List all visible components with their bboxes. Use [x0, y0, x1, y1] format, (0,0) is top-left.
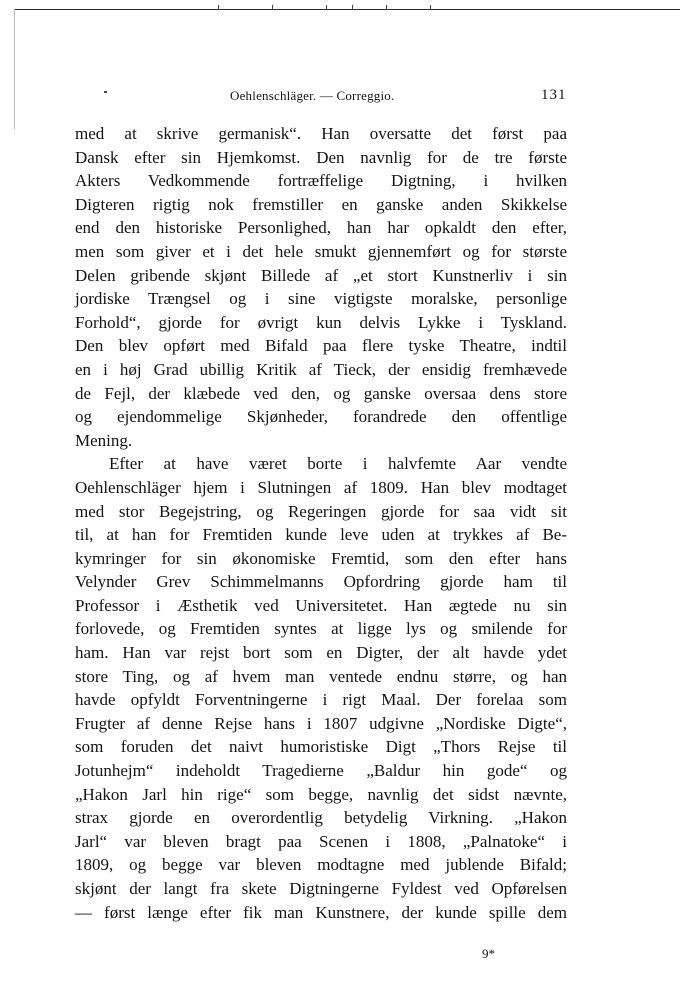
top-border-rule — [14, 9, 680, 10]
text-line: en i høj Grad ubillig Kritik af Tieck, der ensidig fremhævede — [75, 359, 567, 379]
text-line: havde opfyldt Forventningerne i rigt Maal. Der forelaa som — [75, 690, 567, 710]
text-line: strax gjorde en overordentlig betydelig Virkning. „Hakon — [75, 808, 567, 828]
text-line: Jarl“ var bleven bragt paa Scenen i 1808, „Palnatoke“ i — [75, 831, 567, 851]
top-rule-tick — [386, 5, 387, 10]
text-line: „Hakon Jarl hin rige“ som begge, navnlig det sidst nævnte, — [75, 784, 567, 804]
text-line: Forhold“, gjorde for øvrigt kun delvis Lykke i Tyskland. — [75, 312, 567, 332]
top-rule-tick — [326, 5, 327, 10]
text-line: Professor i Æsthetik ved Universitetet. Han ægtede nu sin — [75, 595, 567, 615]
top-rule-tick — [218, 5, 219, 10]
text-line: men som giver et i det hele smukt gjennemført og for største — [75, 241, 567, 261]
top-rule-tick — [430, 5, 431, 10]
top-rule-tick — [272, 5, 273, 10]
text-line: Delen gribende skjønt Billede af „et stort Kunstnerliv i sin — [75, 265, 567, 285]
running-title: Oehlenschläger. — Correggio. — [230, 88, 395, 103]
text-line: skjønt der langt fra skete Digtningerne Fyldest ved Opførelsen — [75, 879, 567, 898]
top-rule-tick — [352, 5, 353, 10]
text-line: Efter at have været borte i halvfemte Aar vendte — [109, 454, 567, 474]
text-line: Den blev opført med Bifald paa flere tyske Theatre, indtil — [75, 336, 567, 356]
text-line: med at skrive germanisk“. Han oversatte det først paa — [75, 124, 567, 143]
text-line: Frugter af denne Rejse hans i 1807 udgivne „Nordiske Digte“, — [75, 713, 567, 733]
text-line: med stor Begejstring, og Regeringen gjorde for saa vidt sit — [75, 501, 567, 521]
text-line: de Fejl, der klæbede ved den, og ganske oversaa dens store — [75, 383, 567, 403]
text-line: Dansk efter sin Hjemkomst. Den navnlig for de tre første — [75, 147, 567, 167]
text-line: Velynder Grev Schimmelmanns Opfordring gjorde ham til — [75, 572, 567, 592]
text-line: store Ting, og af hvem man ventede endnu større, og han — [75, 666, 567, 686]
text-line: — først længe efter fik man Kunstnere, der kunde spille dem — [75, 902, 567, 922]
body-text — [75, 122, 567, 924]
text-line: til, at han for Fremtiden kunde leve uden at trykkes af Be- — [75, 525, 567, 545]
text-line: forlovede, og Fremtiden syntes at ligge lys og smilende for — [75, 619, 567, 639]
text-line: Oehlenschläger hjem i Slutningen af 1809. Han blev modtaget — [75, 477, 567, 497]
text-line: Akters Vedkommende fortræffelige Digtning, i hvilken — [75, 171, 567, 191]
text-line: ham. Han var rejst bort som en Digter, der alt havde ydet — [75, 643, 567, 663]
signature-mark: 9* — [482, 946, 495, 961]
text-line: som foruden det naivt humoristiske Digt „Thors Rejse til — [75, 737, 567, 757]
text-line: og ejendommelige Skjønheder, forandrede den offentlige — [75, 407, 567, 427]
text-line: jordiske Trængsel og i sine vigtigste moralske, personlige — [75, 289, 567, 309]
text-line: kymringer for sin økonomiske Fremtid, som den efter hans — [75, 548, 567, 568]
running-head — [0, 88, 680, 108]
text-line: 1809, og begge var bleven modtagne med jublende Bifald; — [75, 855, 567, 875]
text-line: Mening. — [75, 430, 133, 450]
text-line: end den historiske Personlighed, han har opkaldt den efter, — [75, 218, 567, 238]
page-number: 131 — [541, 87, 567, 103]
left-border-rule — [14, 9, 15, 129]
text-line: Digteren rigtig nok fremstiller en ganske anden Skikkelse — [75, 194, 567, 214]
text-line: Jotunhejm“ indeholdt Tragedierne „Baldur hin gode“ og — [75, 761, 567, 781]
